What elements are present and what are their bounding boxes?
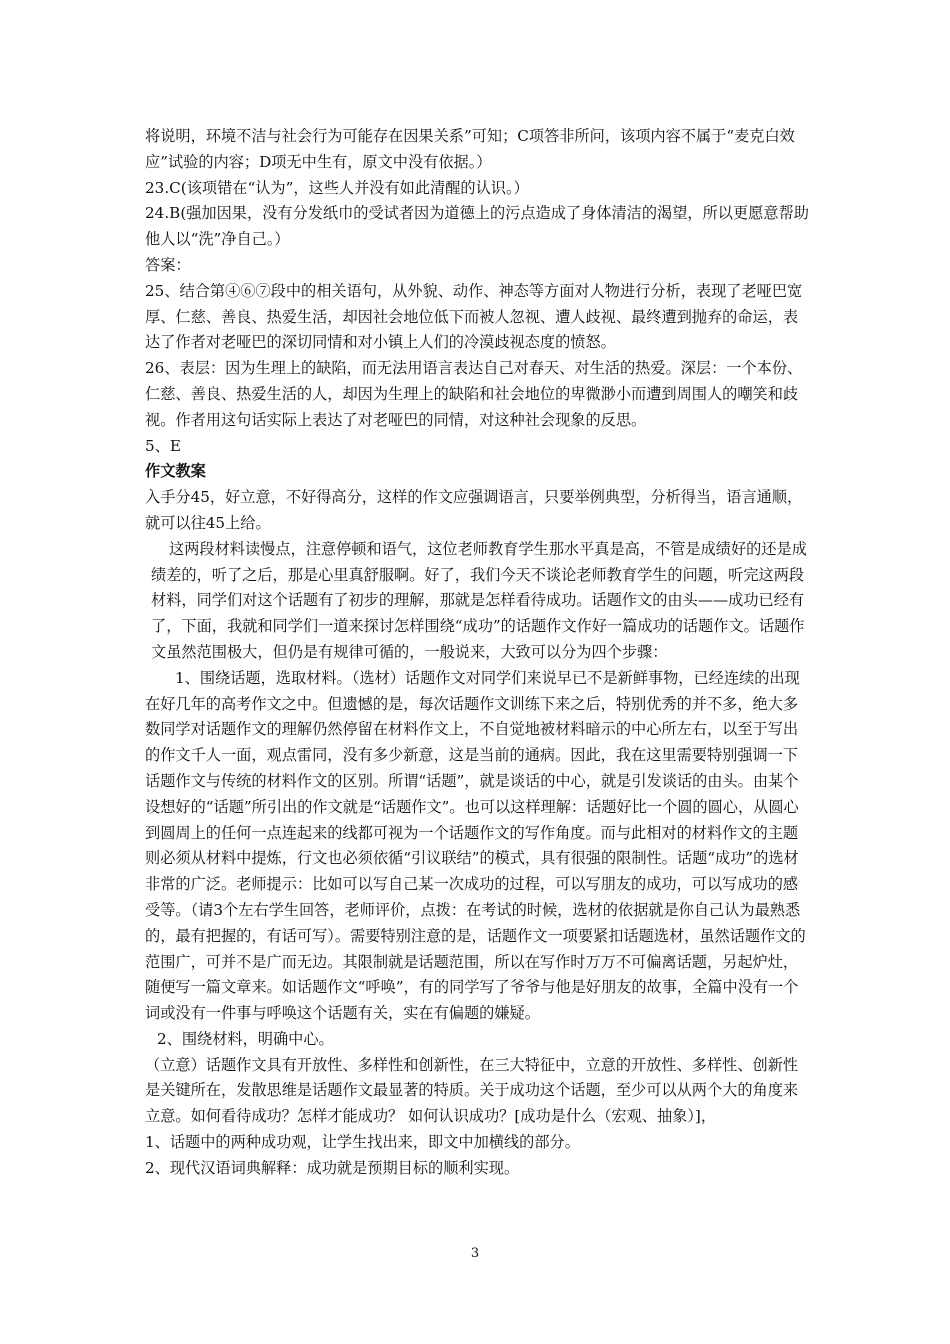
section-heading: 作文教案	[145, 462, 206, 481]
point-two: 2、现代汉语词典解释：成功就是预期目标的顺利实现。	[145, 1158, 520, 1177]
answer-paragraph: 26、表层：因为生理上的缺陷，而无法用语言表达自己对春天、对生活的热爱。深层：一个本份、仁慈、善良、热爱生活的人，却因为生理上的缺陷和社会地位的卑微渺小而遭到周围人的嘲笑和歧视。作者用这句话实际上表达了对老哑巴的同情，对这种社会现象的反思。	[145, 359, 803, 429]
page-number: 3	[470, 1246, 480, 1261]
intro-paragraph: 入手分45，好立意，不好得高分，这样的作文应强调语言，只要举例典型，分析得当，语言通顺，就可以往45上给。	[145, 488, 803, 532]
document-body	[145, 124, 813, 1182]
step-one-paragraph: 1、围绕话题，选取材料。（选材）话题作文对同学们来说早已不是新鲜事物，已经连续的出现在好几年的高考作文之中。但遗憾的是，每次话题作文训练下来之后，特别优秀的并不多，绝大多数同学对话题作文的理解仍然停留在材料作文上，不自觉地被材料暗示的中心所左右，以至于写出的作文千人一面，观点雷同，没有多少新意，这是当前的通病。因此，我在这里需要特别强调一下话题作文与传统的材料作文的区别。所谓“话题”，就是谈话的中心，就是引发谈话的由头。由某个设想好的“话题”所引出的作文就是“话题作文”。也可以这样理解：话题好比一个圆的圆心，从圆心到圆周上的任何一点连起来的线都可视为一个话题作文的写作角度。而与此相对的材料作文的主题则必须从材料中提炼，行文也必须依循“引议联结”的模式，具有很强的限制性。话题“成功”的选材非常的广泛。老师提示：比如可以写自己某一次成功的过程，可以写朋友的成功，可以写成功的感受等。（请3个左右学生回答，老师评价，点拨：在考试的时候，选材的依据就是你自己认为最熟悉的，最有把握的，有话可写）。需要特别注意的是，话题作文一项要紧扣话题选材，虽然话题作文的范围广，可并不是广而无边。其限制就是话题范围，所以在写作时万万不可偏离话题，另起炉灶，随便写一篇文章来。如话题作文“呼唤”，有的同学写了爷爷与他是好朋友的故事，全篇中没有一个词或没有一件事与呼唤这个话题有关，实在有偏题的嫌疑。	[145, 668, 806, 1023]
materials-paragraph: 这两段材料读慢点，注意停顿和语气，这位老师教育学生那水平真是高，不管是成绩好的还是成绩差的，听了之后，那是心里真舒服啊。好了，我们今天不谈论老师教育学生的问题，听完这两段材料，同学们对这个话题有了初步的理解，那就是怎样看待成功。话题作文的由头——成功已经有了，下面，我就和同学们一道来探讨怎样围绕“成功”的话题作文作好一篇成功的话题作文。话题作文虽然范围极大，但仍是有规律可循的，一般说来，大致可以分为四个步骤：	[151, 539, 807, 661]
answer-paragraph: 将说明，环境不洁与社会行为可能存在因果关系”可知；C项答非所问，该项内容不属于“麦克白效应”试验的内容；D项无中生有，原文中没有依据。）	[145, 127, 795, 171]
answer-paragraph: 25、结合第④⑥⑦段中的相关语句，从外貌、动作、神态等方面对人物进行分析，表现了老哑巴宽厚、仁慈、善良、热爱生活，却因社会地位低下而被人忽视、遭人歧视、最终遭到抛弃的命运，表达了作者对老哑巴的深切同情和对小镇上人们的冷漠歧视态度的愤怒。	[145, 281, 803, 352]
step-two-paragraph: （立意）话题作文具有开放性、多样性和创新性，在三大特征中，立意的开放性、多样性、创新性是关键所在，发散思维是话题作文最显著的特质。关于成功这个话题，至少可以从两个大的角度来立意。如何看待成功？怎样才能成功？ 如何认识成功？[成功是什么（宏观、抽象）]，	[145, 1055, 799, 1126]
answer-label: 答案：	[145, 255, 191, 274]
answer-paragraph: 23.C(该项错在“认为”，这些人并没有如此清醒的认识。）	[145, 178, 529, 197]
point-one: 1、话题中的两种成功观，让学生找出来，即文中加横线的部分。	[145, 1133, 580, 1152]
answer-paragraph: 24.B(强加因果，没有分发纸巾的受试者因为道德上的污点造成了身体清洁的渴望，所以更愿意帮助他人以“洗”净自己。）	[145, 204, 809, 249]
step-two-title: 2、围绕材料，明确中心。	[157, 1029, 334, 1048]
answer-paragraph: 5、E	[145, 436, 181, 455]
